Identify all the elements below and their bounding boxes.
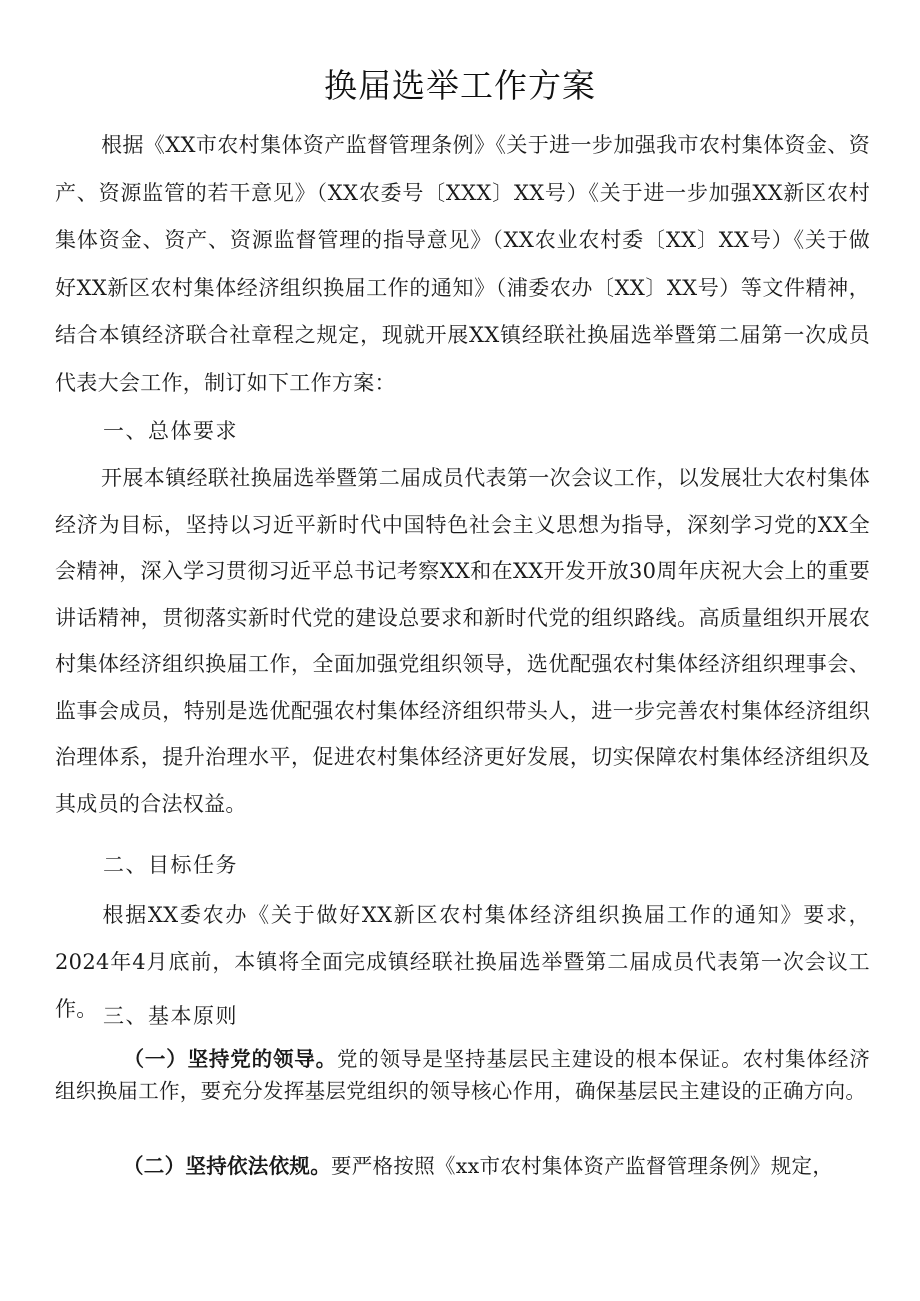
- intro-text: 根据《XX市农村集体资产监督管理条例》《关于进一步加强我市农村集体资金、资产、资源监管的若干意见》（XX农委号〔XXX〕XX号）《关于进一步加强XX新区农村集体资金、资产、资源监督管理的指导意见》（XX农业农村委〔XX〕XX号）《关于做好XX新区农村集体经济组织换届工作的通知》（浦委农办〔XX〕XX号）等文件精神，结合本镇经济联合社章程之规定，现就开展XX镇经联社换届选举暨第二届第一次成员代表大会工作，制订如下工作方案：: [55, 133, 870, 395]
- section-heading-principles: 三、基本原则: [103, 1004, 238, 1028]
- principle-text: 要严格按照《xx市农村集体资产监督管理条例》规定，: [331, 1154, 834, 1178]
- principle-text: 党的领导是坚持基层民主建设的根本保证。农村集体经济组织换届工作，要充分发挥基层党组织的领导核心作用，确保基层民主建设的正确方向。: [55, 1047, 871, 1103]
- objectives-text: 根据XX委农办《关于做好XX新区农村集体经济组织换届工作的通知》要求，2024年4月底前，本镇将全面完成镇经联社换届选举暨第二届成员代表第一次会议工作。: [55, 903, 870, 1021]
- general-requirements-paragraph: [55, 455, 870, 827]
- document-title: 换届选举工作方案: [324, 66, 596, 105]
- general-requirements-text: 开展本镇经联社换届选举暨第二届成员代表第一次会议工作，以发展壮大农村集体经济为目标，坚持以习近平新时代中国特色社会主义思想为指导，深刻学习党的XX全会精神，深入学习贯彻习近平总书记考察XX和在XX开发开放30周年庆祝大会上的重要讲话精神，贯彻落实新时代党的建设总要求和新时代党的组织路线。高质量组织开展农村集体经济组织换届工作，全面加强党组织领导，选优配强农村集体经济组织理事会、监事会成员，特别是选优配强农村集体经济组织带头人，进一步完善农村集体经济组织治理体系，提升治理水平，促进农村集体经济更好发展，切实保障农村集体经济组织及其成员的合法权益。: [55, 466, 870, 816]
- section-heading-objectives: 二、目标任务: [103, 853, 238, 877]
- intro-paragraph: [55, 122, 870, 407]
- principle-item: [55, 1150, 870, 1182]
- section-heading-general-requirements: 一、总体要求: [103, 419, 238, 443]
- principle-lead: （二）坚持依法依规。: [123, 1154, 331, 1178]
- principle-item: [55, 1043, 870, 1107]
- principle-lead: （一）坚持党的领导。: [123, 1047, 337, 1071]
